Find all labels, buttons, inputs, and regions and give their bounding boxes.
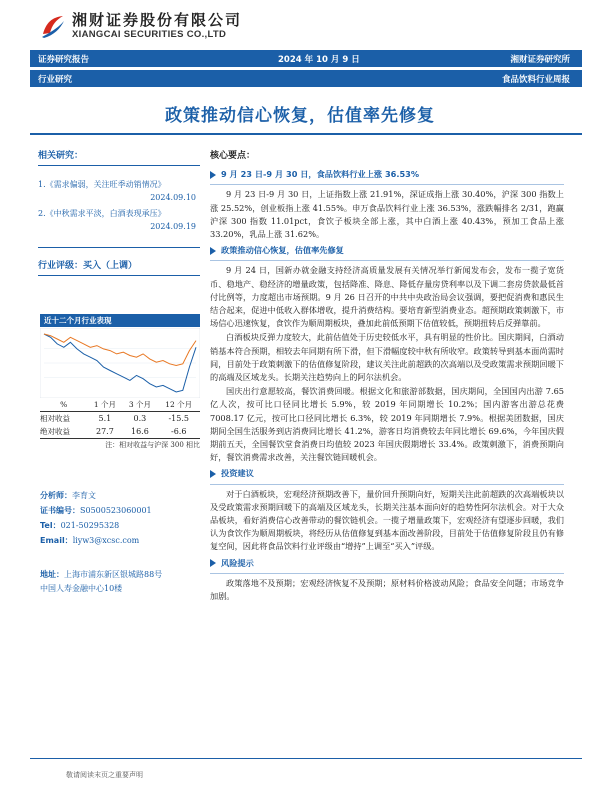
core-points-heading: 核心要点： [210, 151, 256, 161]
perf-cell: -15.5 [168, 414, 189, 423]
related-item-date: 2024.09.10 [150, 193, 196, 202]
related-item[interactable]: 1.《需求偏弱，关注旺季动销情况》 [38, 180, 166, 189]
perf-cell: 0.3 [133, 414, 147, 423]
footer-divider [30, 758, 582, 759]
section-heading: 风险提示 [210, 557, 564, 570]
report-series: 食品饮料行业周报 [501, 75, 570, 85]
address-line-1: 上海市浦东新区银城路88号 [64, 570, 163, 579]
header-bar-top [30, 50, 582, 67]
section-divider [210, 260, 564, 261]
table-note: 注：相对收益与沪深 300 相比 [105, 441, 200, 449]
paragraph: 9 月 24 日，国新办就金融支持经济高质量发展有关情况举行新闻发布会，发布一揽子宽货币、稳地产、稳经济的增量政策，包括降准、降息、降低存量房贷利率以及下调二套房贷款最低首付比例等，力度超出市场预期。9 月 26 日召开的中共中央政治局会议强调，要把促消费和惠民生结合起来，促进中低收入群体增收，提升消费结构。要培育新型消费业态。超预期政策刺激下，市场信心迅速恢复，食饮作为顺周期板块，叠加此前低预期下估值较低，预期扭转后反弹靠前。 [210, 265, 564, 329]
chart-title: 近十二个月行业表现 [40, 314, 200, 327]
title-divider [30, 133, 582, 135]
footer-disclaimer[interactable]: 敬请阅读末页之重要声明 [66, 771, 143, 779]
section-divider [210, 184, 564, 185]
research-category: 行业研究 [38, 75, 73, 85]
report-type: 证券研究报告 [38, 55, 90, 65]
related-research-list [38, 178, 200, 233]
table-row [40, 425, 200, 439]
page-title: 政策推动信心恢复，估值率先修复 [165, 106, 435, 126]
table-row [40, 412, 200, 426]
perf-row-label: 绝对收益 [40, 427, 70, 436]
analyst-info [40, 488, 200, 548]
company-logo-icon [40, 13, 66, 39]
report-date: 2024 年 10 月 9 日 [278, 55, 360, 65]
section-divider [210, 573, 564, 574]
email-label: Email： [40, 536, 73, 545]
section-heading: 政策推动信心恢复，估值率先修复 [210, 244, 564, 257]
performance-chart-svg [40, 328, 200, 398]
company-name-en: XIANGCAI SECURITIES CO.,LTD [72, 29, 227, 40]
bullet-triangle-icon [210, 470, 216, 478]
related-item[interactable]: 2.《中秋需求平淡，白酒表现承压》 [38, 209, 166, 218]
company-logo [40, 9, 242, 43]
rating-divider [38, 275, 200, 276]
address-line-2: 中国人寿金融中心10楼 [40, 584, 123, 593]
paragraph: 9 月 23 日-9 月 30 日，上证指数上涨 21.91%，深证成指上涨 30.40%，沪深 300 指数上涨 25.52%，创业板指上涨 41.55%。申万食品饮料行业上涨 36.53%，涨跌幅排名 2/31，跑赢沪深 300 指数 11.01pct，食饮子板块全部上涨，其中白酒上涨 40.43%，预加工食品上涨 33.20%，乳品上涨 31.62%。 [210, 189, 564, 240]
bullet-triangle-icon [210, 559, 216, 567]
address-label: 地址： [40, 570, 64, 579]
header-bar-bottom [30, 70, 582, 87]
performance-chart [40, 328, 200, 398]
address [40, 568, 200, 596]
industry-rating: 行业评级：买入（上调） [38, 261, 138, 271]
perf-header: % [60, 400, 68, 409]
performance-table [40, 398, 200, 439]
cert-label: 证书编号： [40, 506, 80, 515]
sidebar [38, 148, 200, 276]
paragraph: 政策落地不及预期；宏观经济恢复不及预期；原材料价格波动风险；食品安全问题；市场竞争加剧。 [210, 577, 564, 602]
perf-row-label: 相对收益 [40, 414, 70, 423]
paragraph: 国庆出行意愿较高，餐饮消费回暖。根据文化和旅游部数据，国庆期间，全国国内出游 7.65 亿人次，按可比口径同比增长 5.9%，较 2019 年同期增长 10.2%；国内游客出游总花费 7008.17 亿元，按可比口径同比增长 6.3%，较 2019 年同期增长 7.9%。根据美团数据，国庆期间全国生活服务到店消费同比增长 41.2%，游客日均消费较去年同比增长 69.6%，今年国庆假期前五天，全国餐饮堂食消费日均值较 2023 年国庆假期增长 33.4%。政策刺激下，消费预期向好，餐饮消费需求改善，关注餐饮链回暖机会。 [210, 386, 564, 463]
email-link[interactable]: liyw3@xcsc.com [72, 536, 140, 545]
related-divider [38, 165, 200, 166]
perf-header: 12 个月 [165, 400, 193, 409]
perf-cell: 16.6 [131, 427, 149, 436]
tel-label: Tel： [40, 521, 61, 530]
paragraph: 对于白酒板块，宏观经济预期改善下，量价回升预期向好，短期关注此前超跌的次高端板块以及受政策需求预期回暖下的高端及区域龙头，长期关注基本面向好的趋势性阿尔法机会。对于大众品板块，看好消费信心改善带动的餐饮链机会。一揽子增量政策下，宏观经济有望逐步回暖，我们认为食饮作为顺周期板块，将经历从估值修复到基本面改善阶段，目前处于估值修复阶段且仍有修复空间，因此将食品饮料行业评级由“增持”上调至“买入”评级。 [210, 488, 564, 552]
related-research-heading: 相关研究： [38, 151, 84, 161]
analyst-name: 李育文 [72, 491, 96, 500]
rating-top-divider [38, 247, 200, 248]
perf-cell: 27.7 [96, 427, 114, 436]
bullet-triangle-icon [210, 171, 216, 179]
related-item-date: 2024.09.19 [150, 222, 196, 231]
section-divider [210, 484, 564, 485]
cert-number: S0500523060001 [80, 506, 152, 515]
section-heading: 9 月 23 日-9 月 30 日，食品饮料行业上涨 36.53% [210, 168, 564, 181]
perf-header: 1 个月 [93, 400, 116, 409]
perf-cell: -6.6 [170, 427, 187, 436]
main-content [210, 150, 564, 604]
institute-name: 湘财证券研究所 [510, 55, 570, 65]
perf-cell: 5.1 [98, 414, 112, 423]
perf-header: 3 个月 [128, 400, 151, 409]
section-heading: 投资建议 [210, 467, 564, 480]
paragraph: 白酒板块反弹力度较大，此前估值处于历史较低水平，具有明显的性价比。国庆期间，白酒动销基本符合预期，相较去年同期有所下滑，但下滑幅度较中秋有所收窄。政策转导到基本面尚需时间，目前处于政策刺激下的估值修复阶段，建议关注此前超跌的次高端以及受政策需求预期回暖下的高端及区域龙头。长期关注趋势向上的阿尔法机会。 [210, 332, 564, 383]
company-name-cn: 湘财证券股份有限公司 [72, 11, 243, 29]
bullet-triangle-icon [210, 247, 216, 255]
analyst-label: 分析师： [40, 491, 72, 500]
tel-number: 021-50295328 [60, 521, 120, 530]
